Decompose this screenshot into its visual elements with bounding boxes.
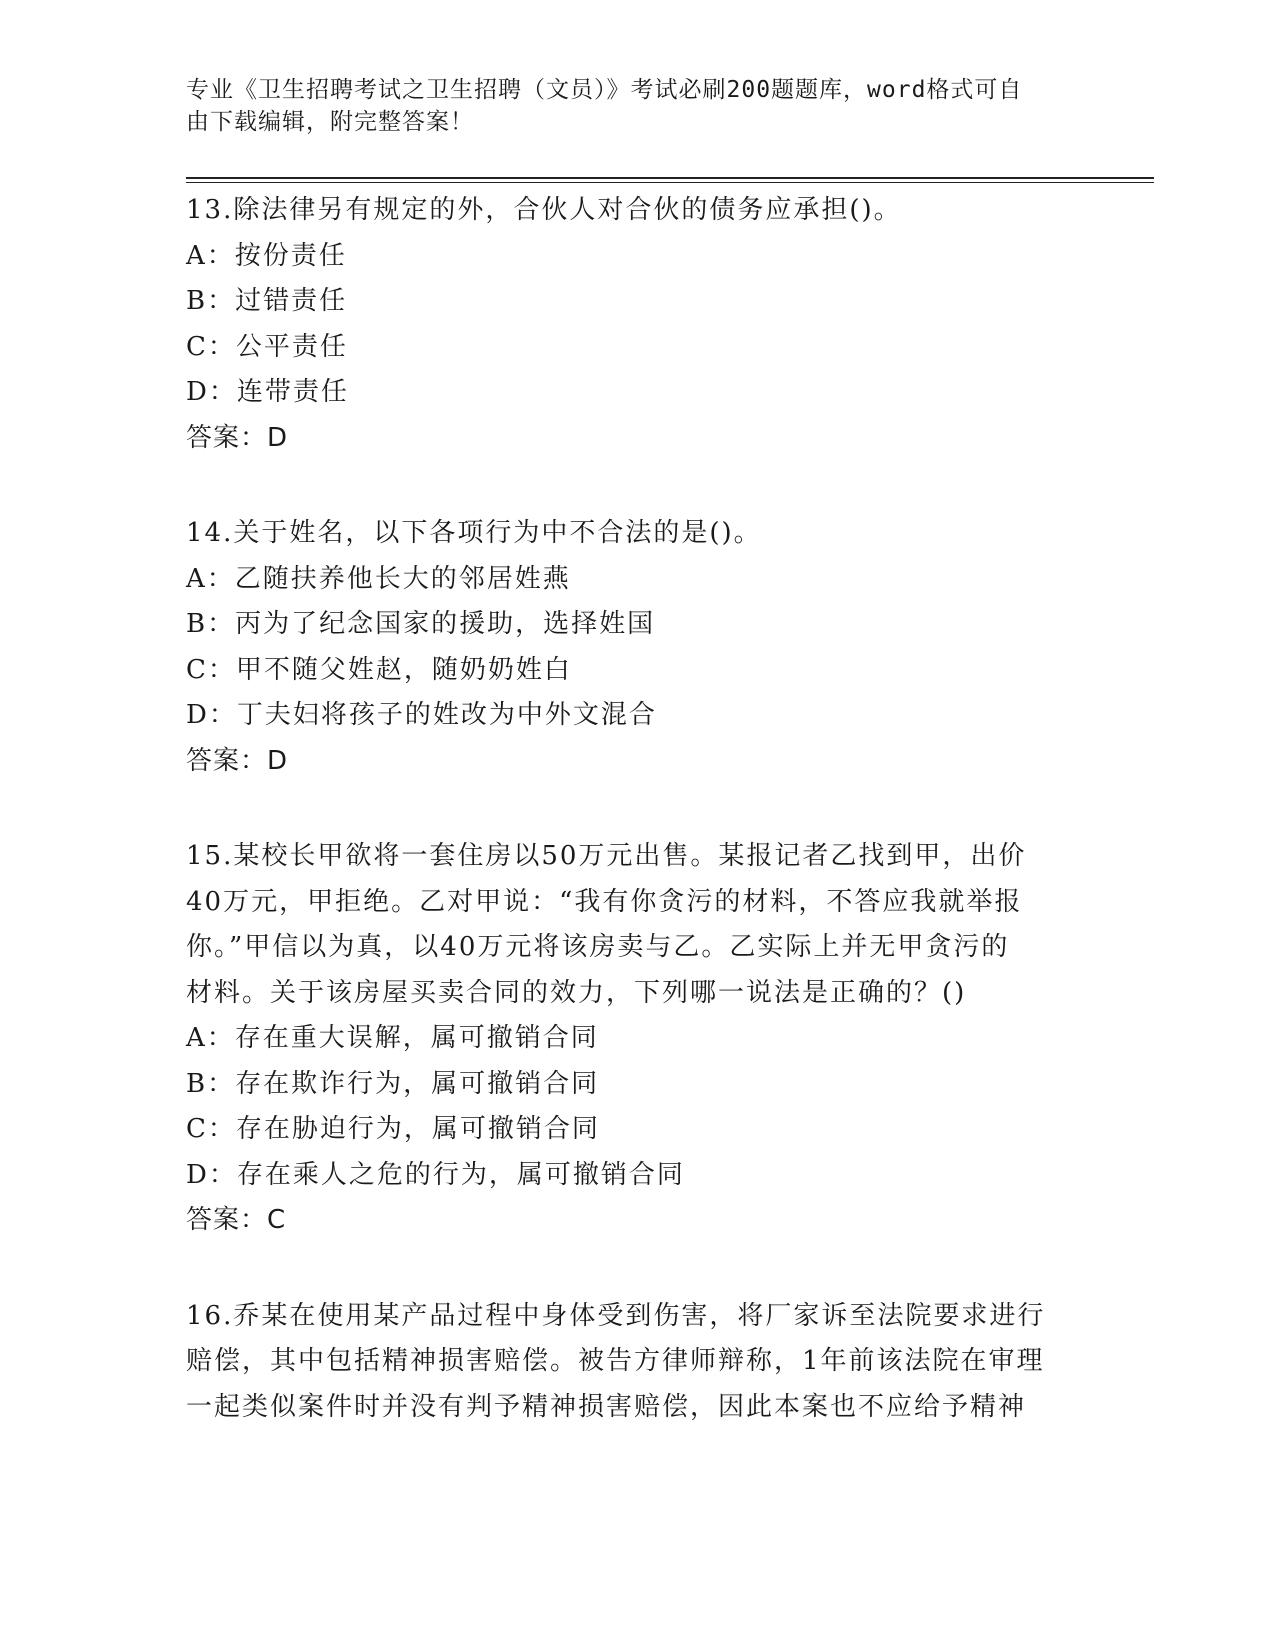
- option-a: A：存在重大误解，属可撤销合同: [186, 1023, 599, 1053]
- option-c: C：甲不随父姓赵，随奶奶姓白: [186, 654, 572, 685]
- question-stem: [186, 511, 1086, 557]
- question-list: [186, 188, 1086, 1480]
- option-a: A：按份责任: [186, 240, 347, 271]
- question-16: [186, 1294, 1086, 1431]
- question-14: [186, 511, 1086, 784]
- stem-line: 你。”甲信以为真，以40万元将该房卖与乙。乙实际上并无甲贪污的: [186, 932, 1010, 962]
- document-header: [186, 74, 1066, 138]
- stem-line: 16.乔某在使用某产品过程中身体受到伤害，将厂家诉至法院要求进行: [186, 1300, 1046, 1331]
- question-stem: [186, 1294, 1086, 1431]
- stem-line: 13.除法律另有规定的外，合伙人对合伙的债务应承担()。: [186, 195, 902, 225]
- option-b: B：存在欺诈行为，属可撤销合同: [186, 1068, 600, 1099]
- question-stem: [186, 834, 1086, 1016]
- header-line-1: 专业《卫生招聘考试之卫生招聘（文员）》考试必刷200题题库，word格式可自: [186, 77, 1023, 103]
- answer-label: 答案：D: [186, 422, 289, 453]
- option-d: D：存在乘人之危的行为，属可撤销合同: [186, 1159, 685, 1190]
- stem-line: 一起类似案件时并没有判予精神损害赔偿，因此本案也不应给予精神: [186, 1391, 1027, 1422]
- stem-line: 40万元，甲拒绝。乙对甲说：“我有你贪污的材料，不答应我就举报: [186, 886, 1023, 917]
- question-stem: [186, 188, 1086, 234]
- header-rule-thick: [186, 177, 1154, 179]
- answer-label: 答案：C: [186, 1205, 287, 1235]
- stem-line: 14.关于姓名，以下各项行为中不合法的是()。: [186, 518, 762, 548]
- question-15: [186, 834, 1086, 1244]
- option-c: C：公平责任: [186, 331, 348, 362]
- option-d: D：丁夫妇将孩子的姓改为中外文混合: [186, 700, 657, 730]
- header-line-2: 由下载编辑，附完整答案！: [186, 109, 474, 135]
- option-c: C：存在胁迫行为，属可撤销合同: [186, 1114, 600, 1144]
- stem-line: 材料。关于该房屋买卖合同的效力，下列哪一说法是正确的？(): [186, 977, 967, 1008]
- stem-line: 赔偿，其中包括精神损害赔偿。被告方律师辩称，1年前该法院在审理: [186, 1346, 1045, 1376]
- option-a: A：乙随扶养他长大的邻居姓燕: [186, 563, 571, 594]
- option-b: B：过错责任: [186, 286, 348, 316]
- stem-line: 15.某校长甲欲将一套住房以50万元出售。某报记者乙找到甲，出价: [186, 841, 1027, 871]
- option-d: D：连带责任: [186, 377, 349, 407]
- header-rule-thin: [186, 182, 1154, 183]
- option-b: B：丙为了纪念国家的援助，选择姓国: [186, 609, 656, 639]
- answer-label: 答案：D: [186, 745, 289, 776]
- question-13: [186, 188, 1086, 461]
